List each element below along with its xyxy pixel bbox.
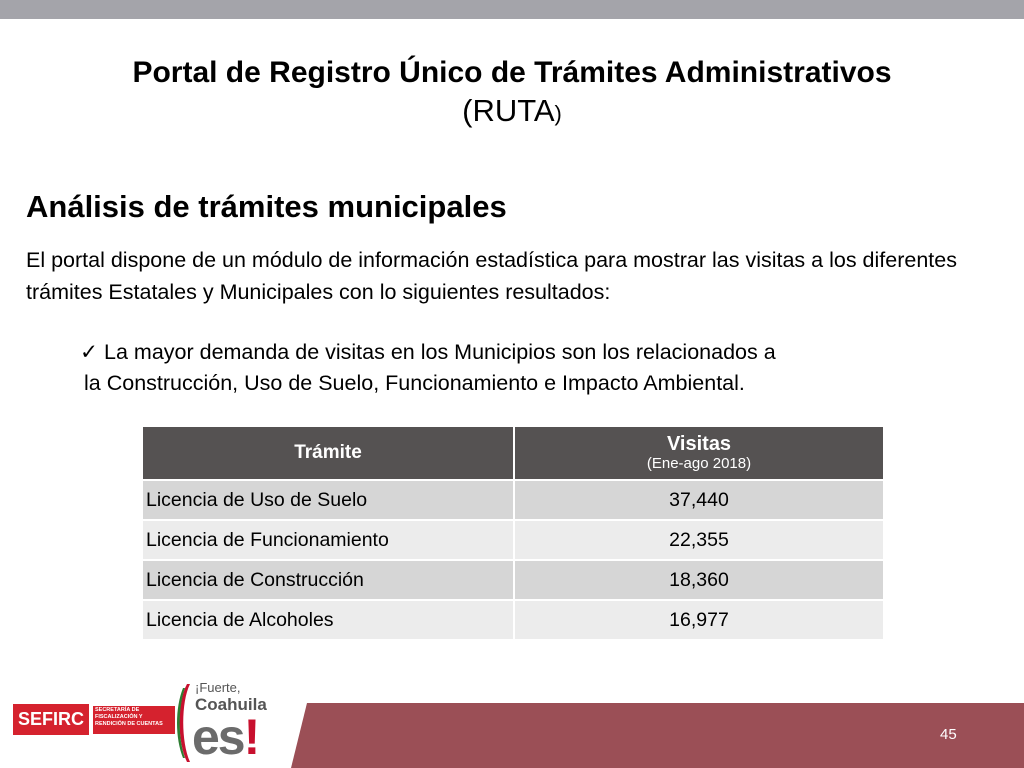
- page-number: 45: [940, 726, 957, 743]
- check-icon: ✓: [80, 340, 99, 364]
- row-tramite: Licencia de Construcción: [142, 560, 514, 600]
- header-tramite: Trámite: [142, 426, 514, 480]
- coahuila-name: Coahuila: [195, 695, 267, 714]
- sefirc-logo: [13, 704, 163, 735]
- slide-title-sub: (RUTA): [462, 93, 562, 128]
- header-visitas-label: Visitas: [666, 433, 732, 455]
- header-visitas-period: (Ene-ago 2018): [646, 455, 752, 472]
- coahuila-logo: [175, 678, 285, 766]
- intro-paragraph: El portal dispone de un módulo de información estadística para mostrar las visitas a los diferentes trámites Estatales y Municipales con lo siguientes resultados:: [26, 248, 957, 304]
- coahuila-fuerte: ¡Fuerte,: [195, 680, 241, 695]
- row-tramite: Licencia de Funcionamiento: [142, 520, 514, 560]
- row-visitas: 22,355: [514, 520, 884, 560]
- row-tramite: Licencia de Uso de Suelo: [142, 480, 514, 520]
- section-heading: Análisis de trámites municipales: [26, 189, 507, 224]
- table-header-row: [142, 426, 884, 480]
- table-row: [142, 480, 884, 520]
- bullet-line-2: la Construcción, Uso de Suelo, Funcionamiento e Impacto Ambiental.: [84, 371, 745, 395]
- slide-title-main: Portal de Registro Único de Trámites Administrativos: [132, 56, 892, 89]
- header-visitas: [514, 426, 884, 480]
- sefirc-text: SECRETARÍA DE FISCALIZACIÓN Y RENDICIÓN DE CUENTAS: [93, 706, 175, 734]
- row-visitas: 37,440: [514, 480, 884, 520]
- coahuila-es: es!: [192, 709, 259, 765]
- row-visitas: 16,977: [514, 600, 884, 640]
- table-row: [142, 560, 884, 600]
- row-tramite: Licencia de Alcoholes: [142, 600, 514, 640]
- coahuila-swoosh-icon: [175, 682, 193, 764]
- visits-table: [141, 425, 885, 641]
- slide-title: [0, 54, 1024, 133]
- row-visitas: 18,360: [514, 560, 884, 600]
- bullet-item: [80, 337, 940, 399]
- table-row: [142, 520, 884, 560]
- sefirc-badge: SEFIRC: [13, 704, 89, 735]
- bullet-line-1: La mayor demanda de visitas en los Municipios son los relacionados a: [104, 340, 776, 364]
- top-bar: [0, 0, 1024, 19]
- table-row: [142, 600, 884, 640]
